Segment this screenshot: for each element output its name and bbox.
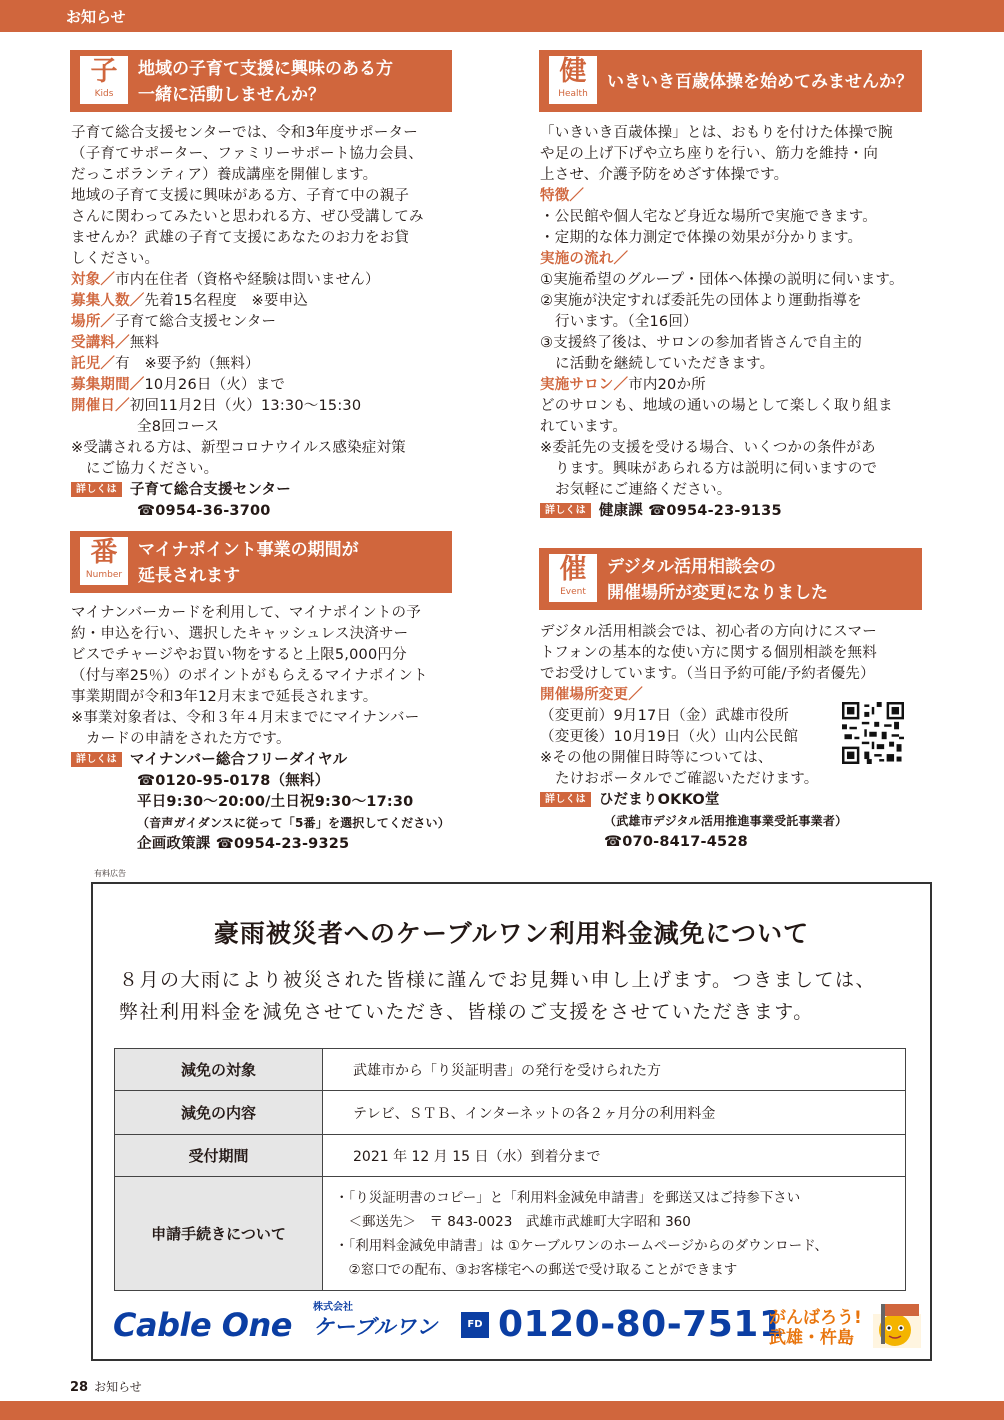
kids-heading	[70, 50, 452, 112]
freedial-icon: FD	[461, 1312, 489, 1338]
health-heading	[539, 50, 922, 112]
health-body: 「いきいき百歳体操」とは、おもりを付けた体操で腕 や足の上げ下げや立ち座りを行い、筋力を維持・向 上させ、介護予防をめざす体操です。 特徴／ ・公民館や個人宅など身近な場所で実施できます。 ・定期的な体力測定で体操の効果が分かります。 実施の流れ／ ①実施希望のグループ・団体へ体操の説明に伺います。 ②実施が決定すれば委託先の団体より運動指導を 行います。（全16回） ③支援終了後は、サロンの参加者皆さんで自主的 に活動を継続していただきます。 実施サロン／市内20か所 どのサロンも、地域の通いの場として楽しく取り組ま れています。 ※委託先の支援を受ける場合、いくつかの条件があ ります。興味があられる方は説明に伺いますので お気軽にご連絡ください。 詳しくは 健康課 ☎0954-23-9135	[540, 125, 904, 519]
mynapoint-badge: 番 Number	[80, 537, 128, 585]
table-row: 受付期間 2021 年 12 月 15 日（水）到着分まで	[115, 1135, 906, 1177]
more-label: 詳しくは	[540, 503, 591, 518]
table-row: 減免の内容 テレビ、ＳＴＢ、インターネットの各２ヶ月分の利用料金	[115, 1091, 906, 1135]
more-label: 詳しくは	[71, 482, 122, 497]
top-bar	[0, 0, 1004, 32]
mynapoint-title: マイナポイント事業の期間が 延長されます	[138, 540, 359, 586]
table-row: 減免の対象 武雄市から「り災証明書」の発行を受けられた方	[115, 1049, 906, 1091]
kids-title: 地域の子育て支援に興味のある方 一緒に活動しませんか？	[138, 59, 393, 105]
health-badge: 健 Health	[549, 56, 597, 104]
ad-label: 有料広告	[94, 869, 126, 878]
cableone-ad	[91, 882, 932, 1361]
ad-phone[interactable]: 0120-80-7511	[498, 1304, 785, 1345]
mynapoint-heading	[70, 531, 452, 593]
digital-body: デジタル活用相談会では、初心者の方向けにスマー トフォンの基本的な使い方に関する個別相談を無料 でお受けしています。（当日予約可能/予約者優先） 開催場所変更／ （変更前）9月17日（金）武雄市役所 （変更後）10月19日（火）山内公民館 ※その他の開催日時等については、 たけおポータルでご確認いただけます。 詳しくは ひだまりOKKO堂 （武雄市デジタル活用推進事業受託事業者） ☎070-8417-4528	[540, 624, 877, 850]
ad-intro: ８月の大雨により被災された皆様に謹んでお見舞い申し上げます。つきましては、 弊社利用料金を減免させていただき、皆様のご支援をさせていただきます。	[119, 969, 876, 1023]
kids-body: 子育て総合支援センターでは、令和3年度サポーター （子育てサポーター、ファミリーサポート協力会員、 だっこボランティア）養成講座を開催します。 地域の子育て支援に興味がある方、子育て中の親子 さんに関わってみたいと思われる方、ぜひ受講してみ ませんか？武雄の子育て支援にあなたのお力をお貸 しください。 対象／市内在住者（資格や経験は問いません） 募集人数／先着15名程度 ※要申込 場所／子育て総合支援センター 受講料／無料 託児／有 ※要予約（無料） 募集期間／10月26日（火）まで 開催日／初回11月2日（火）13:30～15:30 全8回コース ※受講される方は、新型コロナウイルス感染症対策 にご協力ください。 詳しくは 子育て総合支援センター ☎0954-36-3700	[71, 125, 424, 519]
qr-code[interactable]	[842, 702, 904, 764]
more-label: 詳しくは	[71, 752, 122, 767]
cableone-logo: Cable One	[113, 1306, 292, 1344]
ad-title: 豪雨被災者へのケーブルワン利用料金減免について	[213, 919, 810, 948]
ad-table	[114, 1048, 906, 1291]
table-row: 申請手続きについて ・「り災証明書のコピー」と「利用料金減免申請書」を郵送又はご持参下さい ＜郵送先＞ 〒 843-0023 武雄市武雄町大字昭和 360 ・「利用料金減免申請書」は ①ケーブルワンのホームページからのダウンロード、 ②窓口での配布、③お客様宅への郵送で受け取ることができます	[115, 1177, 906, 1291]
health-title: いきいき百歳体操を始めてみませんか？	[607, 72, 913, 92]
page-footer: 28 お知らせ	[70, 1380, 142, 1395]
digital-title: デジタル活用相談会の 開催場所が変更になりました	[607, 557, 828, 603]
section-title: お知らせ	[66, 8, 126, 26]
digital-badge: 催 Event	[549, 554, 597, 602]
mascot-icon	[867, 1300, 923, 1356]
ad-footer	[93, 1290, 930, 1360]
slogan: がんばろう! 武雄・杵島	[769, 1308, 862, 1348]
digital-heading	[539, 548, 922, 610]
more-label: 詳しくは	[540, 792, 591, 807]
mynapoint-body: マイナンバーカードを利用して、マイナポイントの予 約・申込を行い、選択したキャッシュレス決済サー ビスでチャージやお買い物をすると上限5,000円分 （付与率25％）のポイントがもらえるマイナポイント 事業期間が令和3年12月末まで延長されます。 ※事業対象者は、令和３年４月末までにマイナンバー カードの申請をされた方です。 詳しくは マイナンバー総合フリーダイヤル ☎0120-95-0178（無料） 平日9:30～20:00/土日祝9:30～17:30 （音声ガイダンスに従って「5番」を選択してください） 企画政策課 ☎0954-23-9325	[71, 605, 450, 852]
company-name: 株式会社 ケーブルワン	[313, 1302, 438, 1339]
kids-badge: 子 Kids	[80, 56, 128, 104]
bottom-bar	[0, 1401, 1004, 1420]
